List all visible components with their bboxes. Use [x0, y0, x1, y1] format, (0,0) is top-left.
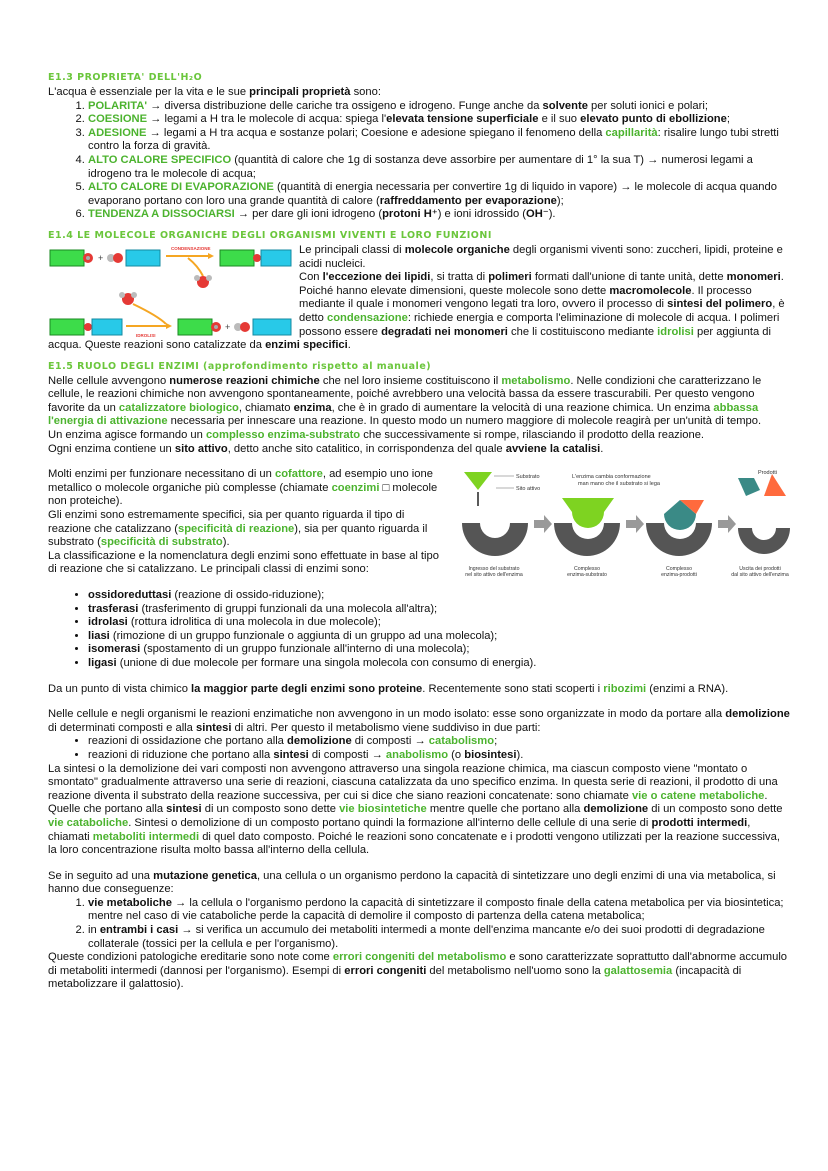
list-item: 2. in entrambi i casi → si verifica un accumulo dei metaboliti intermedi a monte dell'enzima mancante e/o dei suoi prodotti di degradazione collaterale (tossici per la cellula e per l'organismo). [88, 924, 790, 951]
condensation-label: CONDENSAZIONE [171, 245, 211, 251]
caption: enzima-substrato [567, 572, 607, 579]
paragraph: Un enzima agisce formando un complesso enzima-substrato che successivamente si rompe, rilasciando il prodotto della reazione. [48, 429, 705, 442]
list-item: 2. COESIONE → legami a H tra le molecole di acqua: spiega l'elevata tensione superficiale e il suo elevato punto di ebollizione; [88, 113, 790, 127]
paragraph: Da un punto di vista chimico la maggior parte degli enzimi sono proteine. Recentemente sono stati scoperti i ribozimi (enzimi a RNA). [48, 682, 729, 695]
list-item: 4. ALTO CALORE SPECIFICO (quantità di calore che 1g di sostanza deve assorbire per aumentare di 1° la sua T) → numerosi legami a idrogeno tra le molecole di acqua; [88, 154, 790, 181]
water-properties-list [48, 100, 790, 222]
heading-e1-5: E1.5 RUOLO DEGLI ENZIMI (approfondimento rispetto al manuale) [48, 360, 432, 372]
paragraph: Nelle cellule avvengono numerose reazioni chimiche che nel loro insieme costituiscono il metabolismo. Nelle condizioni che caratterizzano le cellule, le reazioni chimiche non avvengono spontaneamente, poiché avrebbero una velocità bassa da essere trascurabili. Per questo vengono favorite da un catalizzatore biologico, chiamato enzima, che è in grado di aumentare la velocità di una reazione chimica. Un enzima abbassa l'energia di attivazione necessaria per innescare una reazione. In questo modo un numero maggiore di molecole reagirà per un'unità di tempo. [48, 374, 762, 428]
heading-e1-3: E1.3 PROPRIETA' DELL'H₂O [48, 72, 203, 83]
list-item: 3. ADESIONE → legami a H tra acqua e sostanze polari; Coesione e adesione spiegano il fenomeno della capillarità: risalire lungo tubi stretti contro la forza di gravità. [88, 127, 790, 154]
caption: Complesso [574, 566, 600, 573]
label-conformation-1: L'enzima cambia conformazione [572, 474, 651, 481]
metabolism-parts-list [48, 735, 790, 762]
enzyme-block [48, 468, 790, 577]
svg-text:+: + [225, 321, 231, 332]
list-item: • reazioni di ossidazione che portano alla demolizione di composti → catabolismo; [88, 735, 790, 749]
paragraph: La classificazione e la nomenclatura degli enzimi sono effettuate in base al tipo di reazione che si catalizzano. Le principali classi di enzimi sono: [48, 549, 439, 576]
list-item: 5. ALTO CALORE DI EVAPORAZIONE (quantità di energia necessaria per convertire 1g di liquido in vapore) → le molecole di acqua quando evaporano portano con loro una grande quantità di calore (raffreddamento per evaporazione); [88, 181, 790, 208]
condensation-hydrolysis-figure [48, 244, 293, 339]
list-item: • idrolasi (rottura idrolitica di una molecola in due molecole); [88, 616, 790, 630]
label-prodotti: Prodotti [758, 470, 777, 477]
paragraph: Gli enzimi sono estremamente specifici, sia per quanto riguarda il tipo di reazione che catalizzano (specificità di reazione), sia per quanto riguarda il substrato (specificità di substrato). [48, 509, 428, 549]
caption: Ingresso del substrato [468, 566, 520, 573]
enzyme-classes-list [48, 589, 790, 671]
caption: nel sito attivo dell'enzima [465, 572, 523, 579]
list-item: 1. POLARITA' → diversa distribuzione delle cariche tra ossigeno e idrogeno. Funge anche da solvente per soluti ionici e polari; [88, 100, 790, 114]
list-item: 6. TENDENZA A DISSOCIARSI → per dare gli ioni idrogeno (protoni H⁺) e ioni idrossido (OH⁻). [88, 208, 790, 222]
paragraph: Queste condizioni patologiche ereditarie sono note come errori congeniti del metabolismo e sono caratterizzate soprattutto dall'abnorme accumulo di metaboliti intermedi (dannosi per l'organismo). Esempi di errori congeniti del metabolismo nell'uomo sono la galattosemia (incapacità di metabolizzare il galattosio). [48, 951, 788, 991]
paragraph: Se in seguito ad una mutazione genetica, una cellula o un organismo perdono la capacità di sintetizzare uno degli enzimi di una via metabolica, si hanno due conseguenze: [48, 869, 776, 896]
list-item: • ossidoreduttasi (reazione di ossido-riduzione); [88, 589, 790, 603]
list-item: • reazioni di riduzione che portano alla sintesi di composti → anabolismo (o biosintesi). [88, 749, 790, 763]
heading-e1-4: E1.4 LE MOLECOLE ORGANICHE DEGLI ORGANISMI VIVENTI E LORO FUNZIONI [48, 229, 492, 241]
label-conformation-2: man mano che il substrato si lega [578, 481, 660, 488]
caption: Uscita dei prodotti [739, 566, 781, 573]
label-sito-attivo: Sito attivo [516, 486, 541, 493]
label-substrato: Substrato [516, 474, 540, 481]
paragraph: L'acqua è essenziale per la vita e le sue principali proprietà sono: [48, 86, 381, 98]
paragraph: Ogni enzima contiene un sito attivo, detto anche sito catalitico, in corrispondenza del quale avviene la catalisi. [48, 442, 604, 455]
list-item: • trasferasi (trasferimento di gruppi funzionali da una molecola all'altra); [88, 603, 790, 617]
document-page [48, 72, 790, 992]
list-item: • ligasi (unione di due molecole per formare una singola molecola con consumo di energia). [88, 657, 790, 671]
caption: enzima-prodotti [661, 572, 697, 579]
paragraph: Con l'eccezione dei lipidi, si tratta di polimeri formati dall'unione di tante unità, dette monomeri. Poiché hanno elevate dimensioni, queste molecole sono dette macromolecole. Il processo mediante il quale i monomeri vengono legati tra loro, ovvero il processo di sintesi del polimero, è detto condensazione: richiede energia e comporta l'eliminazione di molecole di acqua. I polimeri possono essere degradati nei monomeri che li costituiscono mediante idrolisi per aggiunta di acqua. Queste reazioni sono catalizzate da enzimi specifici. [48, 271, 785, 352]
paragraph: La sintesi o la demolizione dei vari composti non avvengono attraverso una singola reazione chimica, ma ciascun composto viene "montato o smontato" gradualmente attraverso una serie di reazioni, ciascuna catalizzata da uno specifico enzima. In questa serie di reazioni, il prodotto di una reazione diventa il substrato della reazione successiva, per cui si dice che siano reazioni concatenate: sono chiamate vie o catene metaboliche. Quelle che portano alla sintesi di un composto sono dette vie biosintetiche mentre quelle che portano alla demolizione di un composto sono dette vie cataboliche. Sintesi o demolizione di un composto portano quindi la formazione all'interno delle cellule di una serie di prodotti intermedi, chiamati metaboliti intermedi di quel dato composto. Poiché le reazioni sono concatenate e i prodotti vengono utilizzati per la reazione successiva, la loro concentrazione risulta molto bassa all'interno della cellula. [48, 762, 783, 857]
list-item: • isomerasi (spostamento di un gruppo funzionale all'interno di una molecola); [88, 643, 790, 657]
list-item: 1. vie metaboliche → la cellula o l'organismo perdono la capacità di sintetizzare il composto finale della catena metabolica per via biosintetica; mentre nel caso di vie cataboliche perde la capacità di demolire il composto di partenza della catena metabolica; [88, 897, 790, 924]
caption: Complesso [666, 566, 692, 573]
paragraph: Molti enzimi per funzionare necessitano di un cofattore, ad esempio uno ione metallico o molecole organiche più complesse (chiamate coenzimi □ molecole non proteiche). [48, 468, 438, 508]
list-item: • liasi (rimozione di un gruppo funzionale o aggiunta di un gruppo ad una molecola); [88, 630, 790, 644]
consequences-list [48, 897, 790, 951]
svg-text:+: + [98, 252, 104, 263]
caption: dal sito attivo dell'enzima [731, 572, 789, 579]
paragraph: Le principali classi di molecole organiche degli organismi viventi sono: zuccheri, lipidi, proteine e acidi nucleici. [299, 243, 783, 270]
enzyme-mechanism-figure [454, 468, 790, 578]
section-e1-4-body [48, 244, 790, 353]
paragraph: Nelle cellule e negli organismi le reazioni enzimatiche non avvengono in un modo isolato: esse sono organizzate in modo da portare alla demolizione di determinati composti e alla sintesi di altri. Per questo il metabolismo viene suddiviso in due parti: [48, 708, 790, 734]
hydrolysis-label: IDROLISI [136, 332, 156, 338]
